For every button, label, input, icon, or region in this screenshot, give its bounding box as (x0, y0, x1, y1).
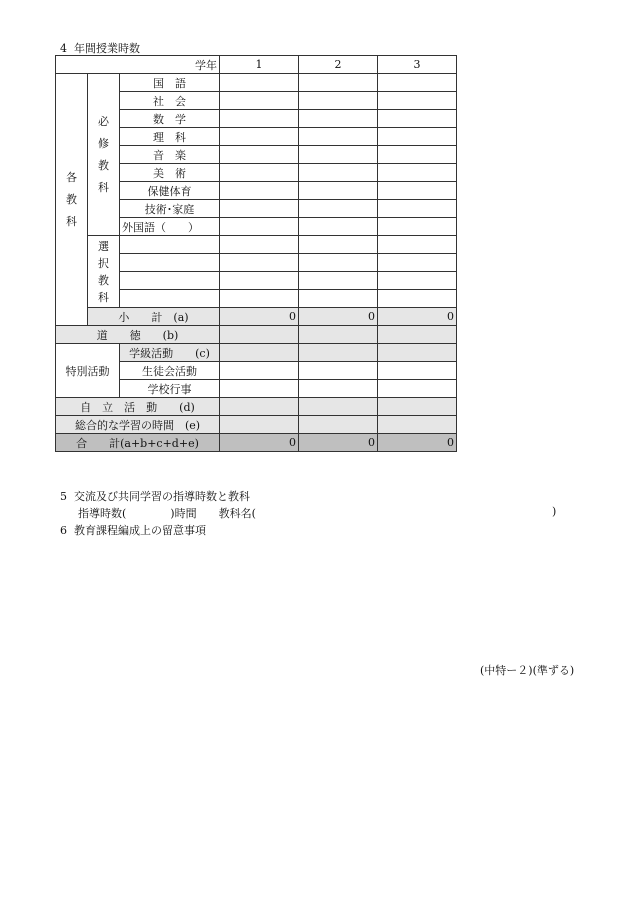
hours-cell[interactable] (220, 110, 299, 128)
independence-row (56, 398, 457, 416)
hours-cell[interactable] (220, 182, 299, 200)
hours-cell[interactable] (378, 110, 457, 128)
hours-cell[interactable] (220, 254, 299, 272)
exchange-hours-line: 指導時数( )時間 教科名( (78, 507, 256, 520)
special-activity-row (56, 344, 457, 362)
elective-row (56, 236, 457, 254)
grade-1-header: 1 (220, 56, 299, 74)
hours-cell[interactable] (220, 128, 299, 146)
subjects-group-label: 各教科 (56, 74, 88, 326)
elective-subject-cell[interactable] (120, 254, 220, 272)
elective-subject-cell[interactable] (120, 272, 220, 290)
special-activities-label: 特別活動 (56, 344, 120, 398)
required-subjects-label: 必修教科 (88, 74, 120, 236)
subject-label: 音 楽 (120, 146, 220, 164)
subject-label: 技術･家庭 (120, 200, 220, 218)
subtotal-value: 0 (378, 308, 457, 326)
hours-cell[interactable] (378, 290, 457, 308)
hours-cell[interactable] (299, 200, 378, 218)
hours-cell[interactable] (220, 362, 299, 380)
grade-2-header: 2 (299, 56, 378, 74)
special-activity-label: 学級活動 (c) (120, 344, 220, 362)
subject-label: 美 術 (120, 164, 220, 182)
form-code-note: (中特ー２)(準ずる) (480, 664, 575, 677)
subtotal-row (56, 308, 457, 326)
subtotal-value: 0 (220, 308, 299, 326)
hours-cell[interactable] (220, 416, 299, 434)
hours-cell[interactable] (378, 92, 457, 110)
hours-cell[interactable] (299, 326, 378, 344)
hours-cell[interactable] (378, 362, 457, 380)
hours-cell[interactable] (299, 218, 378, 236)
hours-cell[interactable] (378, 344, 457, 362)
hours-cell[interactable] (378, 254, 457, 272)
subtotal-label: 小 計 (a) (88, 308, 220, 326)
subject-label: 保健体育 (120, 182, 220, 200)
hours-cell[interactable] (378, 272, 457, 290)
independence-label: 自 立 活 動 (d) (56, 398, 220, 416)
hours-cell[interactable] (299, 344, 378, 362)
hours-cell[interactable] (378, 398, 457, 416)
hours-cell[interactable] (378, 218, 457, 236)
moral-label: 道 徳 (b) (56, 326, 220, 344)
hours-cell[interactable] (378, 416, 457, 434)
hours-cell[interactable] (299, 146, 378, 164)
hours-cell[interactable] (299, 128, 378, 146)
hours-cell[interactable] (220, 74, 299, 92)
hours-cell[interactable] (299, 182, 378, 200)
hours-cell[interactable] (299, 398, 378, 416)
subject-label: 社 会 (120, 92, 220, 110)
hours-cell[interactable] (378, 380, 457, 398)
hours-cell[interactable] (378, 200, 457, 218)
hours-cell[interactable] (220, 272, 299, 290)
hours-cell[interactable] (299, 416, 378, 434)
hours-cell[interactable] (299, 74, 378, 92)
hours-cell[interactable] (299, 290, 378, 308)
hours-cell[interactable] (378, 74, 457, 92)
elective-subjects-label: 選択教科 (88, 236, 120, 308)
hours-cell[interactable] (220, 146, 299, 164)
hours-cell[interactable] (220, 236, 299, 254)
total-value: 0 (299, 434, 378, 452)
subject-label: 理 科 (120, 128, 220, 146)
grade-header-row (56, 56, 457, 74)
hours-cell[interactable] (378, 326, 457, 344)
subtotal-value: 0 (299, 308, 378, 326)
hours-cell[interactable] (299, 92, 378, 110)
grade-label: 学年 (56, 56, 220, 74)
hours-cell[interactable] (220, 398, 299, 416)
grade-3-header: 3 (378, 56, 457, 74)
hours-cell[interactable] (378, 164, 457, 182)
total-value: 0 (220, 434, 299, 452)
total-row (56, 434, 457, 452)
section-6-title: 6 教育課程編成上の留意事項 (60, 524, 206, 537)
hours-cell[interactable] (299, 110, 378, 128)
hours-cell[interactable] (378, 128, 457, 146)
hours-cell[interactable] (378, 182, 457, 200)
total-value: 0 (378, 434, 457, 452)
hours-cell[interactable] (378, 236, 457, 254)
integrated-study-row (56, 416, 457, 434)
annual-hours-table (55, 55, 457, 452)
moral-row (56, 326, 457, 344)
subject-row (56, 74, 457, 92)
hours-cell[interactable] (378, 146, 457, 164)
hours-cell[interactable] (220, 290, 299, 308)
hours-cell[interactable] (299, 380, 378, 398)
total-label: 合 計(a+b+c+d+e) (56, 434, 220, 452)
hours-cell[interactable] (220, 380, 299, 398)
hours-cell[interactable] (220, 92, 299, 110)
special-activity-label: 生徒会活動 (120, 362, 220, 380)
hours-cell[interactable] (299, 254, 378, 272)
hours-cell[interactable] (299, 272, 378, 290)
hours-cell[interactable] (299, 236, 378, 254)
elective-subject-cell[interactable] (120, 236, 220, 254)
special-activity-label: 学校行事 (120, 380, 220, 398)
hours-cell[interactable] (299, 164, 378, 182)
hours-cell[interactable] (299, 362, 378, 380)
subject-label: 外国語（ ） (120, 218, 220, 236)
section-4-title: 4 年間授業時数 (60, 42, 140, 55)
hours-cell[interactable] (220, 344, 299, 362)
hours-cell[interactable] (220, 164, 299, 182)
subject-label: 国 語 (120, 74, 220, 92)
subject-label: 数 学 (120, 110, 220, 128)
elective-subject-cell[interactable] (120, 290, 220, 308)
close-paren: ) (552, 505, 557, 518)
integrated-study-label: 総合的な学習の時間 (e) (56, 416, 220, 434)
hours-cell[interactable] (220, 326, 299, 344)
hours-cell[interactable] (220, 218, 299, 236)
section-5-title: 5 交流及び共同学習の指導時数と教科 (60, 490, 250, 503)
hours-cell[interactable] (220, 200, 299, 218)
